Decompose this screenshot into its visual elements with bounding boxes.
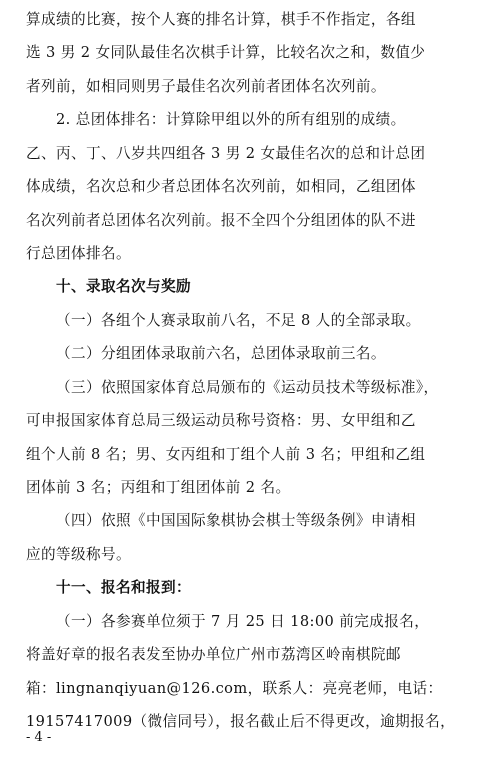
paragraph-line: （一）各参赛单位须于 7 月 25 日 18:00 前完成报名， bbox=[56, 612, 430, 630]
paragraph-line: 乙、丙、丁、八岁共四组各 3 男 2 女最佳名次的总和计总团 bbox=[26, 144, 426, 162]
paragraph-line: （四）依照《中国国际象棋协会棋士等级条例》申请相 bbox=[56, 512, 416, 530]
paragraph-line: （三）依照国家体育总局颁布的《运动员技术等级标准》， bbox=[56, 378, 439, 396]
paragraph-line: 2. 总团体排名：计算除甲组以外的所有组别的成绩。 bbox=[56, 111, 406, 129]
paragraph-line: 可申报国家体育总局三级运动员称号资格：男、女甲组和乙 bbox=[26, 412, 416, 430]
page-number: - 4 - bbox=[26, 730, 52, 745]
section-heading: 十、录取名次与奖励 bbox=[56, 278, 191, 296]
paragraph-line: 将盖好章的报名表发至协办单位广州市荔湾区岭南棋院邮 bbox=[26, 646, 401, 664]
paragraph-line: 组个人前 8 名；男、女丙组和丁组个人前 3 名；甲组和乙组 bbox=[26, 445, 426, 463]
paragraph-line: 名次列前者总团体名次列前。报不全四个分组团体的队不进 bbox=[26, 211, 416, 229]
paragraph-line: （二）分组团体录取前六名，总团体录取前三名。 bbox=[56, 345, 386, 363]
paragraph-line: 19157417009（微信同号），报名截止后不得更改，逾期报名， bbox=[26, 713, 456, 730]
paragraph-line: 算成绩的比赛，按个人赛的排名计算，棋手不作指定，各组 bbox=[26, 11, 416, 28]
paragraph-line: 选 3 男 2 女同队最佳名次棋手计算，比较名次之和，数值少 bbox=[26, 44, 426, 62]
paragraph-line: 应的等级称号。 bbox=[26, 545, 131, 563]
paragraph-line: 体成绩，名次总和少者总团体名次列前，如相同，乙组团体 bbox=[26, 178, 416, 196]
paragraph-line: （一）各组个人赛录取前八名，不足 8 人的全部录取。 bbox=[56, 311, 421, 329]
paragraph-line: 箱：lingnanqiyuan@126.com，联系人：亮亮老师，电话： bbox=[26, 679, 443, 697]
section-heading: 十一、报名和报到： bbox=[56, 579, 191, 597]
paragraph-line: 团体前 3 名；丙组和丁组团体前 2 名。 bbox=[26, 479, 291, 496]
paragraph-line: 行总团体排名。 bbox=[26, 245, 131, 262]
paragraph-line: 者列前，如相同则男子最佳名次列前者团体名次列前。 bbox=[26, 77, 386, 95]
